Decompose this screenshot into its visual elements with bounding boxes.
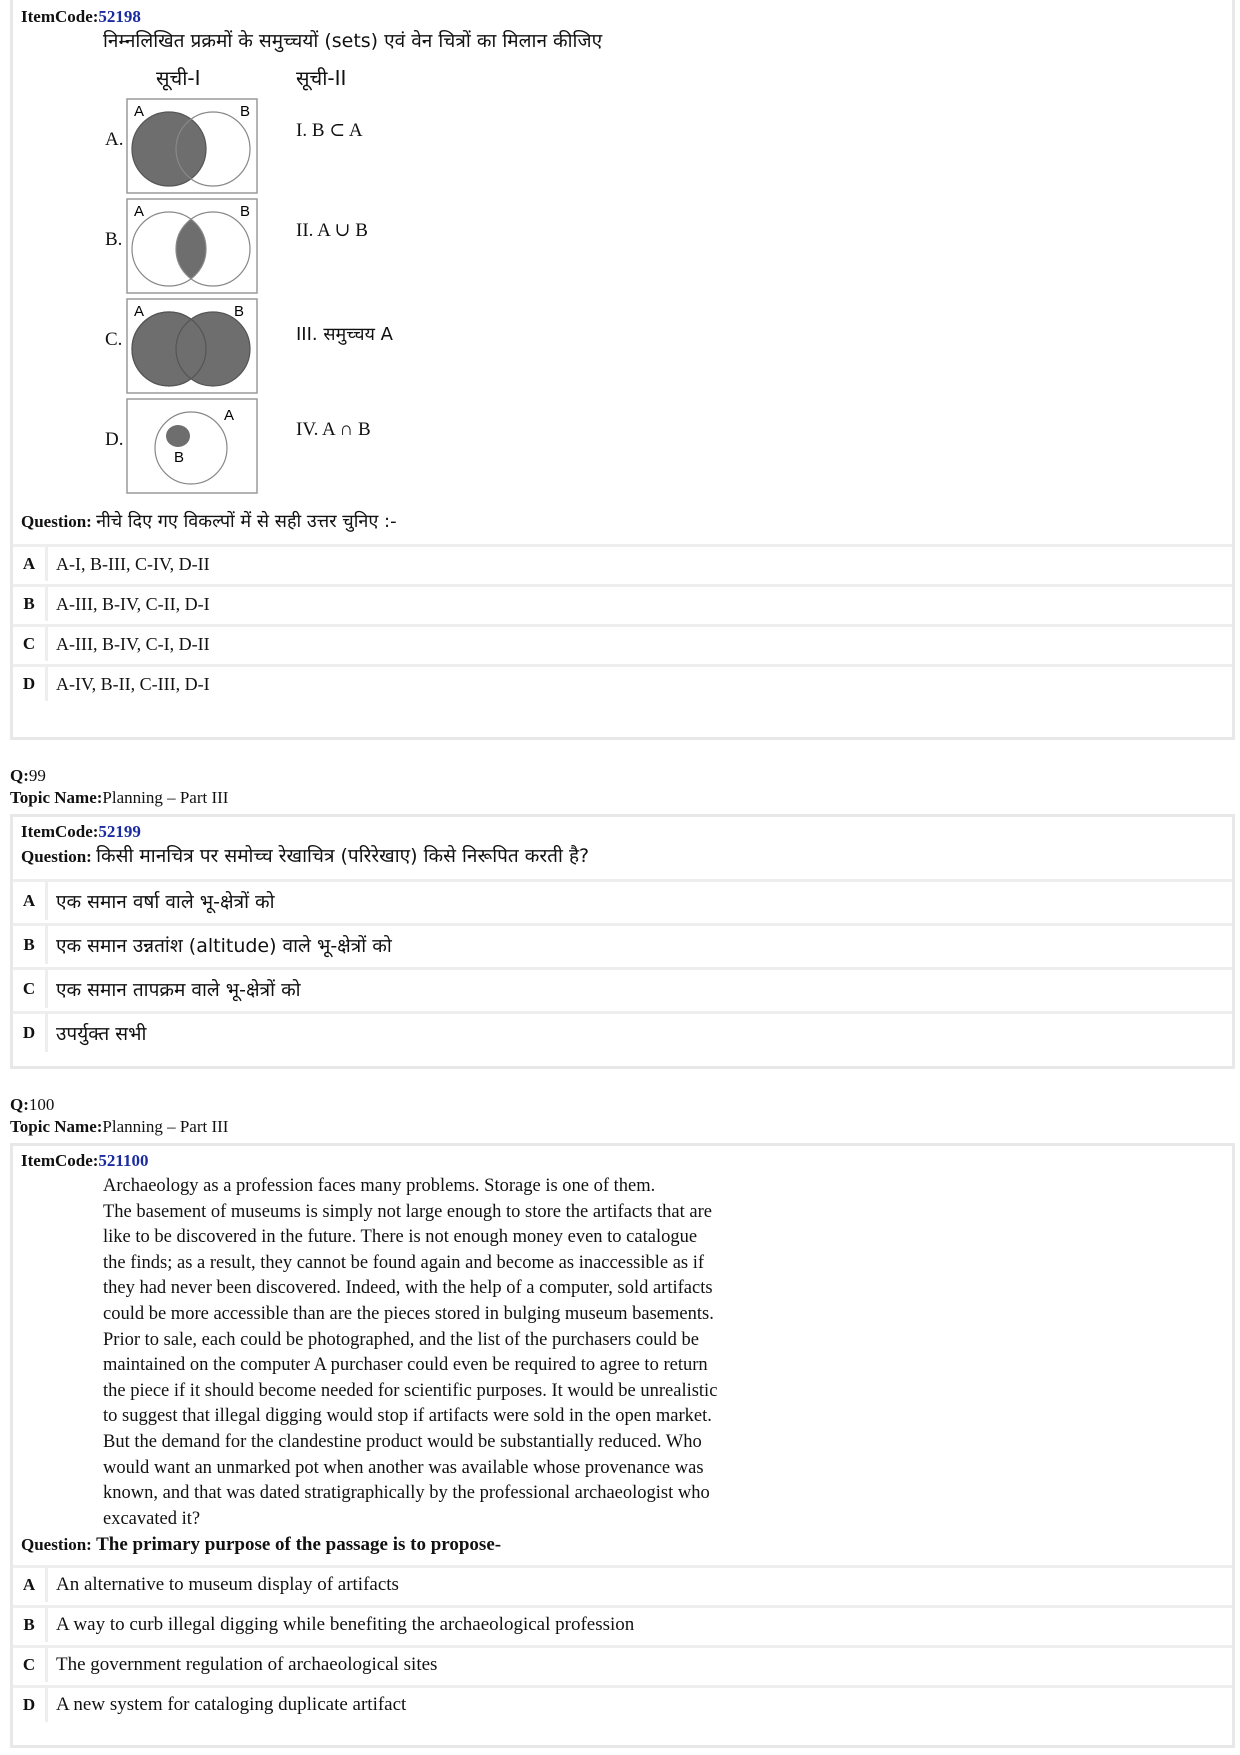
option-text: A new system for cataloging duplicate artifact <box>48 1685 1232 1722</box>
option-letter: C <box>13 1645 48 1682</box>
option-letter: B <box>13 923 48 964</box>
question-text: The primary purpose of the passage is to propose- <box>96 1534 502 1556</box>
option-letter: C <box>13 967 48 1008</box>
item-code-value: 52198 <box>98 7 141 26</box>
list-2-item-4: IV. A ∩ B <box>296 419 371 440</box>
passage-line: Archaeology as a profession faces many problems. Storage is one of them. <box>103 1176 656 1196</box>
venn-diagram-b <box>126 198 258 294</box>
option-row-c[interactable] <box>13 967 1232 1008</box>
options-table <box>13 1562 1232 1725</box>
list-1-item-c: C. <box>105 329 123 350</box>
svg-text:B: B <box>240 203 251 220</box>
passage-line: known, and that was dated stratigraphically by the professional archaeologist who <box>103 1483 710 1504</box>
passage-line: like to be discovered in the future. There is not enough money even to catalogue <box>103 1227 698 1248</box>
question-label: Question: <box>21 847 92 866</box>
option-text: एक समान उन्नतांश (altitude) वाले भू-क्षेत्रों को <box>48 923 1232 964</box>
passage-line: the finds; as a result, they cannot be found again and become as inaccessible as if <box>103 1252 705 1273</box>
list-1-item-d: D. <box>105 429 124 450</box>
list-1-item-b: B. <box>105 229 123 250</box>
svg-text:A: A <box>134 103 145 120</box>
option-row-a[interactable] <box>13 544 1232 581</box>
option-row-c[interactable] <box>13 624 1232 661</box>
item-code-row <box>21 821 1232 843</box>
passage-line: But the demand for the clandestine product would be substantially reduced. Who <box>103 1431 702 1452</box>
option-letter: D <box>13 1685 48 1722</box>
item-code-row <box>21 1150 1232 1172</box>
option-letter: A <box>13 879 48 920</box>
svg-text:B: B <box>174 449 185 466</box>
venn-diagram-a <box>126 98 258 194</box>
item-code-value: 521100 <box>98 1151 149 1170</box>
venn-match-area <box>13 54 1232 509</box>
topic-name: Planning – Part III <box>102 788 229 807</box>
question-100-header <box>10 1094 228 1138</box>
match-intro: निम्नलिखित प्रक्रमों के समुच्चयों (sets) एवं वेन चित्रों का मिलान कीजिए <box>103 30 603 52</box>
item-code-label: ItemCode: <box>21 7 99 26</box>
question-row <box>21 509 1232 535</box>
question-99-card <box>10 814 1235 1069</box>
question-label: Question: <box>21 1535 92 1555</box>
q-label: Q: <box>10 1095 29 1114</box>
option-letter: B <box>13 584 48 621</box>
option-letter: A <box>13 1565 48 1602</box>
option-letter: B <box>13 1605 48 1642</box>
topic-name: Planning – Part III <box>102 1117 229 1136</box>
svg-text:B: B <box>234 303 245 320</box>
svg-text:A: A <box>224 407 235 424</box>
passage-line: Prior to sale, each could be photographed, and the list of the purchasers could be <box>103 1329 699 1350</box>
q-label: Q: <box>10 766 29 785</box>
list-1-title: सूची-I <box>156 66 201 90</box>
option-row-d[interactable] <box>13 1011 1232 1052</box>
option-row-a[interactable] <box>13 879 1232 920</box>
svg-text:A: A <box>134 203 145 220</box>
options-table <box>13 876 1232 1055</box>
q-number: 100 <box>28 1095 55 1114</box>
option-text: A-III, B-IV, C-II, D-I <box>48 584 1232 621</box>
option-letter: D <box>13 1011 48 1052</box>
list-2-item-3: III. समुच्चय A <box>296 324 393 345</box>
option-text: एक समान तापक्रम वाले भू-क्षेत्रों को <box>48 967 1232 1008</box>
question-row <box>21 843 1232 870</box>
svg-text:B: B <box>240 103 251 120</box>
option-text: एक समान वर्षा वाले भू-क्षेत्रों को <box>48 879 1232 920</box>
option-text: A-IV, B-II, C-III, D-I <box>48 664 1232 701</box>
option-text: A-III, B-IV, C-I, D-II <box>48 624 1232 661</box>
q-number: 99 <box>28 766 46 785</box>
option-text: A way to curb illegal digging while benefiting the archaeological profession <box>48 1605 1232 1642</box>
option-row-c[interactable] <box>13 1645 1232 1682</box>
question-100-card <box>10 1143 1235 1748</box>
venn-diagram-d <box>126 398 258 494</box>
option-row-a[interactable] <box>13 1565 1232 1602</box>
svg-text:A: A <box>134 303 145 320</box>
question-99-header <box>10 765 228 809</box>
option-row-d[interactable] <box>13 1685 1232 1722</box>
question-text: किसी मानचित्र पर समोच्च रेखाचित्र (परिरेखाए) किसे निरूपित करती है? <box>96 845 590 867</box>
passage-line: excavated it? <box>103 1508 201 1529</box>
passage-line: would want an unmarked pot when another was available whose provenance was <box>103 1457 704 1478</box>
option-letter: A <box>13 544 48 581</box>
passage-line: the piece if it should become needed for scientific purposes. It would be unrealistic <box>103 1380 718 1401</box>
item-code-value: 52199 <box>98 822 141 841</box>
item-code-label: ItemCode: <box>21 822 99 841</box>
question-98-card <box>10 0 1235 740</box>
list-1-item-a: A. <box>105 129 124 150</box>
option-text: A-I, B-III, C-IV, D-II <box>48 544 1232 581</box>
list-2-item-1: I. B ⊂ A <box>296 120 363 141</box>
item-code-row <box>21 6 1232 28</box>
item-code-label: ItemCode: <box>21 1151 99 1170</box>
option-row-b[interactable] <box>13 923 1232 964</box>
list-2-item-2: II. A ∪ B <box>296 220 368 241</box>
passage-line: they had never been discovered. Indeed, with the help of a computer, sold artifacts <box>103 1278 713 1299</box>
question-text: नीचे दिए गए विकल्पों में से सही उत्तर चुनिए :- <box>96 511 397 532</box>
option-row-b[interactable] <box>13 584 1232 621</box>
question-row <box>21 1532 1232 1558</box>
option-text: An alternative to museum display of artifacts <box>48 1565 1232 1602</box>
passage-line: maintained on the computer A purchaser could even be required to agree to return <box>103 1355 708 1376</box>
list-2-title: सूची-II <box>296 66 347 90</box>
option-row-b[interactable] <box>13 1605 1232 1642</box>
passage-line: to suggest that illegal digging would stop if artifacts were sold in the open market. <box>103 1406 712 1427</box>
options-table <box>13 541 1232 704</box>
option-letter: C <box>13 624 48 661</box>
venn-diagram-c <box>126 298 258 394</box>
reading-passage <box>103 1174 843 1532</box>
option-row-d[interactable] <box>13 664 1232 701</box>
option-letter: D <box>13 664 48 701</box>
question-label: Question: <box>21 512 92 531</box>
topic-label: Topic Name: <box>10 788 103 807</box>
option-text: उपर्युक्त सभी <box>48 1011 1232 1052</box>
option-text: The government regulation of archaeological sites <box>48 1645 1232 1682</box>
passage-line: The basement of museums is simply not large enough to store the artifacts that are <box>103 1201 712 1222</box>
passage-line: could be more accessible than are the pieces stored in bulging museum basements. <box>103 1303 714 1324</box>
topic-label: Topic Name: <box>10 1117 103 1136</box>
